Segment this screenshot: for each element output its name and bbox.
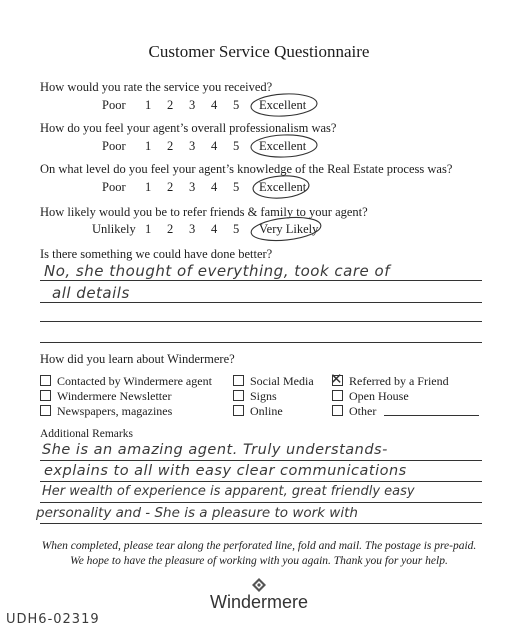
scale-option-4[interactable]: 4 (211, 139, 218, 153)
scale-left-label: Poor (102, 180, 126, 194)
checkbox[interactable] (233, 390, 244, 401)
scale-option-5[interactable]: 5 (233, 98, 240, 112)
remarks-line-4: personality and - She is a pleasure to work with (36, 505, 358, 521)
remarks-line-1: She is an amazing agent. Truly understands- (42, 442, 388, 458)
scale-option-1[interactable]: 1 (145, 139, 152, 153)
scale-right-label[interactable]: Excellent (259, 98, 307, 112)
option-other[interactable] (332, 404, 376, 419)
question-3-text: On what level do you feel your agent’s knowledge of the Real Estate process was? (40, 162, 453, 176)
scale-option-5[interactable]: 5 (233, 222, 240, 236)
remarks-label: Additional Remarks (40, 428, 133, 440)
better-answer-line-2: all details (52, 284, 130, 302)
answer-line (40, 321, 482, 322)
scale-right-label[interactable]: Excellent (259, 180, 307, 194)
checkbox[interactable] (233, 375, 244, 386)
option-label: Other (349, 404, 377, 418)
form-title: Customer Service Questionnaire (148, 42, 370, 61)
scale-option-4[interactable]: 4 (211, 180, 218, 194)
remarks-line (40, 481, 482, 482)
checkbox[interactable] (40, 405, 51, 416)
scale-option-1[interactable]: 1 (145, 180, 152, 194)
scale-option-3[interactable]: 3 (189, 139, 196, 153)
remarks-line (40, 523, 482, 524)
other-fill-line[interactable] (384, 415, 479, 416)
document-code: UDH6-02319 (6, 612, 100, 627)
scale-option-1[interactable]: 1 (145, 98, 152, 112)
better-question: Is there something we could have done better? (40, 247, 273, 261)
scale-option-1[interactable]: 1 (145, 222, 152, 236)
option-newsletter[interactable] (40, 389, 171, 404)
remarks-line-3: Her wealth of experience is apparent, great friendly easy (42, 484, 415, 499)
option-label: Windermere Newsletter (57, 389, 172, 403)
footer-instructions: When completed, please tear along the perforated line, fold and mail. The postage is pre-paid. (41, 540, 477, 552)
option-open-house[interactable] (332, 389, 409, 404)
option-label: Open House (349, 389, 409, 403)
scale-option-2[interactable]: 2 (167, 139, 174, 153)
checkbox[interactable] (332, 390, 343, 401)
scale-option-2[interactable]: 2 (167, 180, 174, 194)
checkbox[interactable] (233, 405, 244, 416)
option-signs[interactable] (233, 389, 277, 404)
scale-left-label: Poor (102, 98, 126, 112)
scale-option-3[interactable]: 3 (189, 222, 196, 236)
footer-thanks: We hope to have the pleasure of working with you again. Thank you for your help. (70, 555, 448, 567)
answer-circle-q1 (250, 92, 317, 117)
remarks-line-2: explains to all with easy clear communications (44, 463, 407, 479)
answer-circle-q3 (252, 174, 309, 200)
checkbox-checked[interactable] (330, 370, 343, 388)
scale-option-4[interactable]: 4 (211, 222, 218, 236)
option-label: Newspapers, magazines (57, 404, 173, 418)
question-1-text: How would you rate the service you received? (40, 80, 273, 94)
option-label: Signs (250, 389, 277, 403)
answer-circle-q2 (251, 134, 318, 158)
checkbox[interactable] (40, 390, 51, 401)
option-referred-by-friend[interactable] (330, 370, 449, 389)
option-label: Online (250, 404, 283, 418)
better-answer-line-1: No, she thought of everything, took care of (44, 262, 390, 280)
scale-option-3[interactable]: 3 (189, 98, 196, 112)
question-2-text: How do you feel your agent’s overall professionalism was? (40, 121, 337, 135)
option-online[interactable] (233, 404, 283, 419)
answer-line (40, 302, 482, 303)
remarks-line (40, 502, 482, 503)
option-newspapers[interactable] (40, 404, 172, 419)
answer-line (40, 280, 482, 281)
option-contacted-agent[interactable] (40, 374, 212, 389)
scale-option-2[interactable]: 2 (167, 98, 174, 112)
remarks-line (40, 460, 482, 461)
option-label: Contacted by Windermere agent (57, 374, 212, 388)
option-label: Referred by a Friend (349, 374, 449, 388)
answer-circle-q4 (250, 214, 322, 243)
scale-option-3[interactable]: 3 (189, 180, 196, 194)
checkbox[interactable] (40, 375, 51, 386)
scale-option-2[interactable]: 2 (167, 222, 174, 236)
scale-option-5[interactable]: 5 (233, 180, 240, 194)
windermere-logo-icon (252, 578, 266, 592)
brand-name: Windermere (209, 592, 309, 612)
answer-line (40, 342, 482, 343)
checkbox[interactable] (332, 405, 343, 416)
learn-question: How did you learn about Windermere? (40, 352, 235, 366)
scale-left-label: Poor (102, 139, 126, 153)
question-4-text: How likely would you be to refer friends & family to your agent? (40, 205, 368, 219)
x-mark-icon: ✕ (330, 370, 343, 388)
scale-option-5[interactable]: 5 (233, 139, 240, 153)
scale-right-label[interactable]: Very Likely (259, 222, 319, 236)
option-label: Social Media (250, 374, 314, 388)
scale-right-label[interactable]: Excellent (259, 139, 307, 153)
option-social-media[interactable] (233, 374, 314, 389)
scale-option-4[interactable]: 4 (211, 98, 218, 112)
scale-left-label: Unlikely (92, 222, 136, 236)
